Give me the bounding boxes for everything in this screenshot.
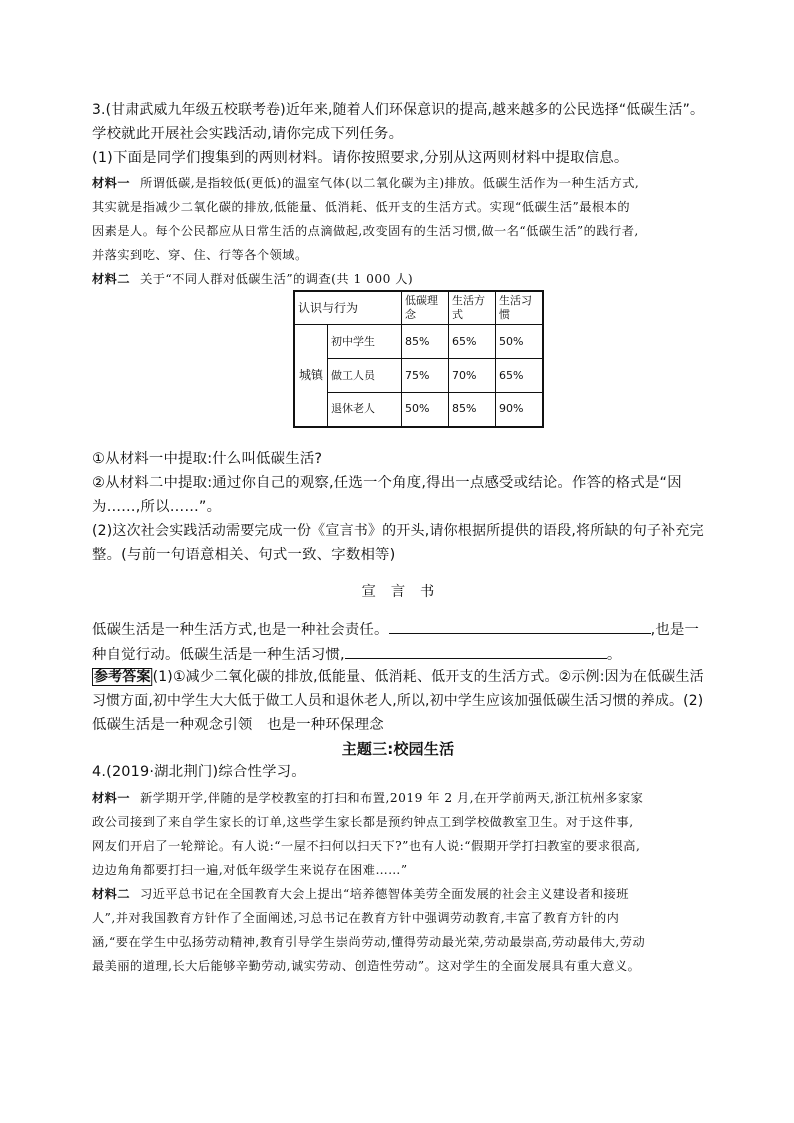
answer-line-1: 参考答案 (1)①减少二氧化碳的排放,低能量、低消耗、低开支的生活方式。②示例:因为在低碳生活 bbox=[93, 669, 704, 685]
q4-material-2-line-3: 涵,“要在学生中弘扬劳动精神,教育引导学生崇尚劳动,懂得劳动最光荣,劳动最崇高,劳动最伟大,劳动 bbox=[92, 935, 646, 949]
survey-group-label: 城镇 bbox=[294, 325, 328, 427]
survey-cell: 75% bbox=[402, 359, 449, 393]
q3-stem-line-2: 学校就此开展社会实践活动,请你完成下列任务。 bbox=[92, 126, 404, 142]
survey-header-row bbox=[294, 291, 543, 325]
answer-blank[interactable] bbox=[389, 618, 651, 634]
q4-material-1-line-3: 网友们开启了一轮辩论。有人说:“一屋不扫何以扫天下?”也有人说:“假期开学打扫教室的要求很高, bbox=[92, 839, 641, 853]
survey-cell: 70% bbox=[449, 359, 496, 393]
q4-material-1-line-1: 材料一 新学期开学,伴随的是学校教室的打扫和布置,2019 年 2 月,在开学前两天,浙江杭州多家家 bbox=[92, 791, 644, 805]
table-row bbox=[294, 325, 543, 359]
survey-col-header: 低碳理念 bbox=[402, 291, 449, 325]
q3-part2-prompt-line-2: 整。(与前一句语意相关、句式一致、字数相等) bbox=[92, 547, 396, 563]
survey-table bbox=[293, 290, 544, 428]
q4-material-1-line-2: 政公司接到了来自学生家长的订单,这些学生家长都是预约钟点工到学校做教室卫生。对于这件事, bbox=[92, 815, 634, 829]
q4-material-2-line-1: 材料二 习近平总书记在全国教育大会上提出“培养德智体美劳全面发展的社会主义建设者和接班 bbox=[92, 887, 629, 901]
material-1-label: 材料一 bbox=[92, 176, 131, 190]
declaration-title: 宣 言 书 bbox=[361, 584, 435, 600]
q3-material-1-line-1: 材料一 所谓低碳,是指较低(更低)的温室气体(以二氧化碳为主)排放。低碳生活作为一种生活方式, bbox=[92, 176, 640, 190]
q4-material-2-line-2: 人”,并对我国教育方针作了全面阐述,习总书记在教育方针中强调劳动教育,丰富了教育方针的内 bbox=[92, 911, 620, 925]
q3-material-1-line-2: 其实就是指减少二氧化碳的排放,低能量、低消耗、低开支的生活方式。实现“低碳生活”最根本的 bbox=[92, 200, 631, 214]
material-2-label: 材料二 bbox=[92, 272, 131, 286]
survey-cell: 85% bbox=[449, 393, 496, 427]
survey-cell: 50% bbox=[402, 393, 449, 427]
answer-line-3: 低碳生活是一种观念引领 也是一种环保理念 bbox=[92, 717, 384, 733]
q4-stem: 4.(2019·湖北荆门)综合性学习。 bbox=[92, 764, 306, 780]
section-title: 主题三:校园生活 bbox=[341, 740, 455, 758]
declaration-line-2: 种自觉行动。低碳生活是一种生活习惯, 。 bbox=[92, 643, 704, 665]
q3-stem-line-1: 3.(甘肃武威九年级五校联考卷)近年来,随着人们环保意识的提高,越来越多的公民选择“低碳生活”。 bbox=[92, 102, 705, 118]
survey-col-header: 生活习惯 bbox=[496, 291, 544, 325]
q3-sub-question-2-line-2: 为……,所以……”。 bbox=[92, 499, 222, 515]
survey-cell: 65% bbox=[449, 325, 496, 359]
answer-label: 参考答案 bbox=[93, 669, 151, 685]
answer-line-2: 习惯方面,初中学生大大低于做工人员和退休老人,所以,初中学生应该加强低碳生活习惯的养成。(2) bbox=[92, 693, 704, 709]
q3-material-2-title: 材料二 关于“不同人群对低碳生活”的调查(共 1 000 人) bbox=[92, 272, 414, 286]
material-1-label: 材料一 bbox=[92, 791, 131, 805]
material-2-label: 材料二 bbox=[92, 887, 131, 901]
q3-part1-prompt: (1)下面是同学们搜集到的两则材料。请你按照要求,分别从这两则材料中提取信息。 bbox=[92, 150, 629, 166]
answer-blank[interactable] bbox=[345, 643, 607, 659]
survey-row-label: 退休老人 bbox=[328, 393, 402, 427]
table-row bbox=[294, 393, 543, 427]
q3-sub-question-1: ①从材料一中提取:什么叫低碳生活? bbox=[92, 451, 323, 467]
survey-col-header: 生活方式 bbox=[449, 291, 496, 325]
q3-material-1-line-3: 因素是人。每个公民都应从日常生活的点滴做起,改变固有的生活习惯,做一名“低碳生活”的践行者, bbox=[92, 224, 639, 238]
q3-material-1-line-4: 并落实到吃、穿、住、行等各个领域。 bbox=[92, 248, 308, 262]
survey-cell: 85% bbox=[402, 325, 449, 359]
survey-cell: 90% bbox=[496, 393, 544, 427]
q3-sub-question-2-line-1: ②从材料二中提取:通过你自己的观察,任选一个角度,得出一点感受或结论。作答的格式是“因 bbox=[92, 475, 682, 491]
q4-material-2-line-4: 最美丽的道理,长大后能够辛勤劳动,诚实劳动、创造性劳动”。这对学生的全面发展具有重大意义。 bbox=[92, 959, 641, 973]
q4-material-1-line-4: 边边角角都要打扫一遍,对低年级学生来说存在困难……” bbox=[92, 863, 408, 877]
survey-corner-header: 认识与行为 bbox=[294, 291, 402, 325]
q3-part2-prompt-line-1: (2)这次社会实践活动需要完成一份《宣言书》的开头,请你根据所提供的语段,将所缺的句子补充完 bbox=[92, 523, 704, 539]
survey-cell: 50% bbox=[496, 325, 544, 359]
survey-row-label: 做工人员 bbox=[328, 359, 402, 393]
survey-row-label: 初中学生 bbox=[328, 325, 402, 359]
declaration-line-1: 低碳生活是一种生活方式,也是一种社会责任。 ,也是一 bbox=[92, 618, 704, 640]
table-row bbox=[294, 359, 543, 393]
survey-cell: 65% bbox=[496, 359, 544, 393]
